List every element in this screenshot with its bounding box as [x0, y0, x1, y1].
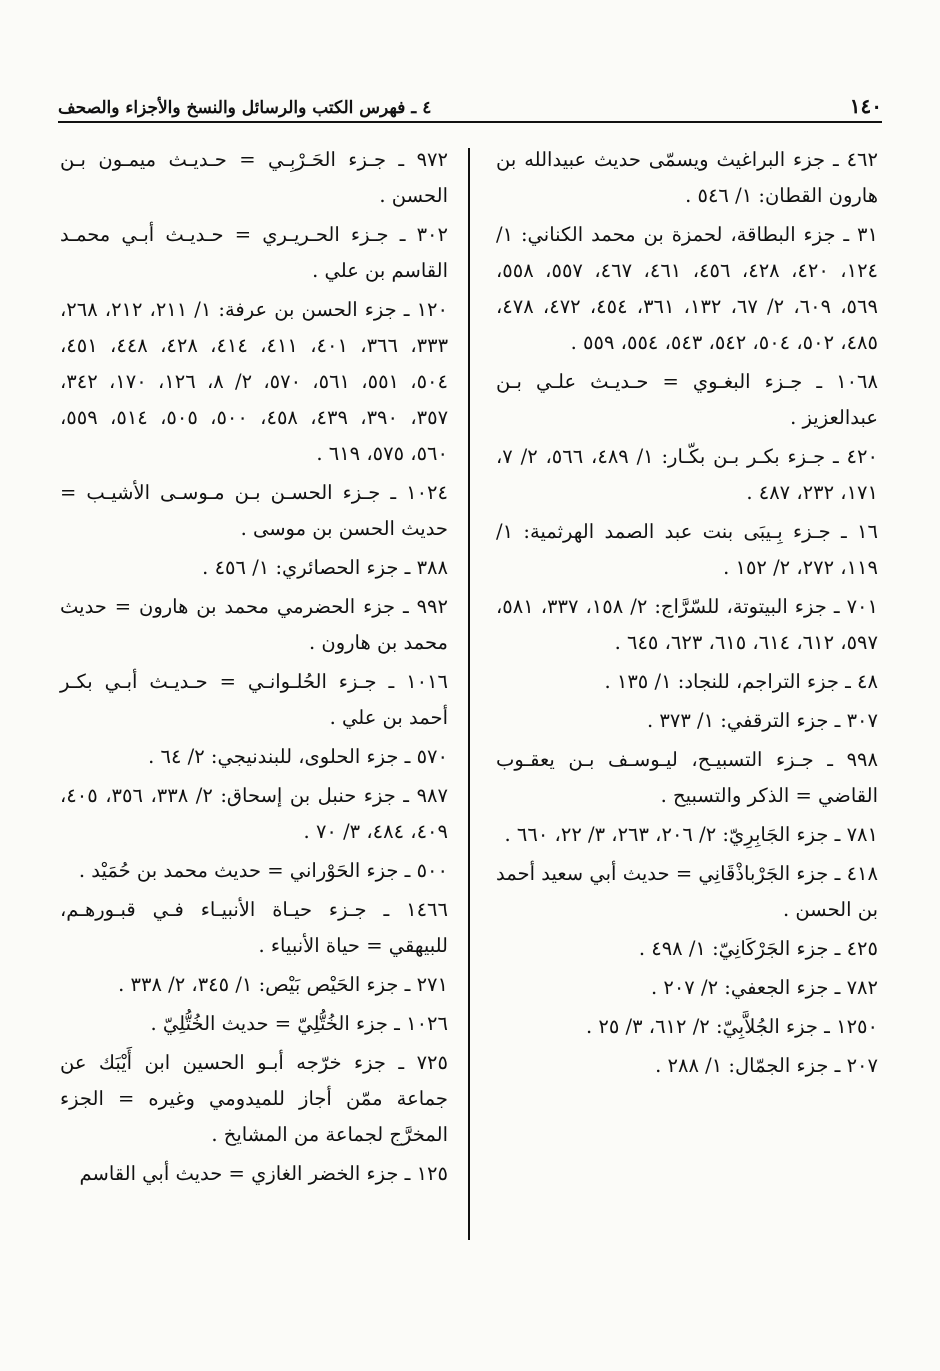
index-entry: ٧٢٥ ـ جزء خرّجه أبـو الحسين ابن أَيْبَك عن جماعة ممّن أجاز للميدومي وغيره = الجزء المخرَّج لجماعة من المشايخ . [60, 1051, 448, 1146]
index-entry: ١٢٠ ـ جزء الحسن بن عرفة: ١/ ٢١١، ٢١٢، ٢٦٨، ٣٣٣، ٣٦٦، ٤٠١، ٤١١، ٤١٤، ٤٢٨، ٤٤٨، ٤٥١، ٥٠٤، ٥٥١، ٥٦١، ٥٧٠، ٢/ ٨، ١٢٦، ١٧٠، ٣٤٢، ٣٥٧، ٣٩٠، ٤٣٩، ٤٥٨، ٥٠٠، ٥٠٥، ٥١٤، ٥٥٩، ٥٦٠، ٥٧٥، ٦١٩ . [60, 298, 449, 465]
page-header [58, 88, 882, 118]
index-entry: ٤٢٥ ـ جزء الجَرْكَانِيّ: ١/ ٤٩٨ . [638, 937, 878, 960]
running-title: ٤ ـ فهرس الكتب والرسائل والنسخ والأجزاء والصحف [58, 98, 432, 118]
index-entry: ٧٨٢ ـ جزء الجعفي: ٢/ ٢٠٧ . [650, 976, 878, 999]
index-entry: ١٠٢٤ ـ جـزء الحسـن بـن مـوسـى الأشيـب = حديث الحسن بن موسى . [60, 481, 448, 540]
index-entry: ١٢٥ ـ جزء الخضر الغازي = حديث أبي القاسم [79, 1162, 448, 1185]
index-entry: ٥٠٠ ـ جزء الحَوْراني = حديث محمد بن حُمَيْد . [78, 859, 448, 882]
index-entry: ٤١٨ ـ جزء الجَرْباذْقَانِي = حديث أبي سعيد أحمد بن الحسن . [496, 862, 878, 921]
index-entry: ٤٢٠ ـ جـزء بكـر بـن بكّـار: ١/ ٤٨٩، ٥٦٦، ٢/ ٧، ١٧١، ٢٣٢، ٤٨٧ . [496, 445, 878, 504]
index-entry: ٩٩٨ ـ جـزء التسبيـح، ليـوسـف بـن يعقـوب القاضي = الذكر والتسبيح . [496, 748, 878, 807]
index-entry: ٣٨٨ ـ جزء الحصائري: ١/ ٤٥٦ . [202, 556, 448, 579]
index-entry: ٢٠٧ ـ جزء الجمّال: ١/ ٢٨٨ . [655, 1054, 878, 1077]
index-entry: ٤٨ ـ جزء التراجم، للنجاد: ١/ ١٣٥ . [604, 670, 878, 693]
index-entry: ٤٦٢ ـ جزء البراغيث ويسمّى حديث عبيدالله بن هارون القطان: ١/ ٥٤٦ . [496, 148, 878, 207]
index-entry: ٣٠٧ ـ جزء الترقفي: ١/ ٣٧٣ . [646, 709, 878, 732]
index-entry: ١٠٢٦ ـ جزء الخُتُّلِيّ = حديث الخُتُّلِيّ . [150, 1012, 448, 1035]
index-entry: ٩٧٢ ـ جـزء الحَـرْبِـي = حـديـث ميمـون بـن الحسن . [60, 148, 448, 207]
index-entry: ١٦ ـ جـزء بِـيبَى بنت عبد الصمد الهرثمية: ١/ ١١٩، ٢٧٢، ٢/ ١٥٢ . [496, 520, 878, 579]
index-entry: ٣٠٢ ـ جـزء الحـريـري = حـديـث أبـي محمـد القاسم بن علي . [60, 223, 448, 282]
index-entry: ١٤٦٦ ـ جـزء حيـاة الأنبيـاء فـي قبـورهـم، للبيهقي = حياة الأنبياء . [60, 898, 448, 957]
index-entry: ١٠٦٨ ـ جـزء البغـوي = حـديـث علـي بـن عبدالعزيز . [496, 370, 878, 429]
index-entry: ٩٩٢ ـ جزء الحضرمي محمد بن هارون = حديث محمد بن هارون . [60, 595, 448, 654]
index-entry: ١٢٥٠ ـ جزء الجُلاَّبِيّ: ٢/ ٦١٢، ٣/ ٢٥ . [585, 1015, 878, 1038]
index-entry: ٥٧٠ ـ جزء الحلوى، للبندنيجي: ٢/ ٦٤ . [148, 745, 448, 768]
index-entry: ١٠١٦ ـ جـزء الحُلـوانـي = حـديـث أبـي بكـر أحمد بن علي . [60, 670, 448, 729]
column-divider [468, 148, 470, 1240]
index-column-right [496, 142, 878, 1087]
page-number: ١٤٠ [849, 94, 882, 118]
index-column-left [60, 142, 448, 1195]
index-entry: ٣١ ـ جزء البطاقة، لحمزة بن محمد الكناني: ١/ ١٢٤، ٤٢٠، ٤٢٨، ٤٥٦، ٤٦١، ٤٦٧، ٥٥٧، ٥٥٨، ٥٦٩، ٦٠٩، ٢/ ٦٧، ١٣٢، ٣٦١، ٤٥٤، ٤٧٢، ٤٧٨، ٤٨٥، ٥٠٢، ٥٠٤، ٥٤٢، ٥٤٣، ٥٥٤، ٥٥٩ . [496, 223, 879, 354]
index-entry: ٧٨١ ـ جزء الجَابِرِيّ: ٢/ ٢٠٦، ٢٦٣، ٣/ ٢٢، ٦٦٠ . [504, 823, 878, 846]
index-entry: ٩٨٧ ـ جزء حنبل بن إسحاق: ٢/ ٣٣٨، ٣٥٦، ٤٠٥، ٤٠٩، ٤٨٤، ٣/ ٧٠ . [60, 784, 448, 843]
header-rule [58, 121, 882, 123]
index-entry: ٧٠١ ـ جزء البيتوتة، للسّرَّاج: ٢/ ١٥٨، ٣٣٧، ٥٨١، ٥٩٧، ٦١٢، ٦١٤، ٦١٥، ٦٢٣، ٦٤٥ . [496, 595, 878, 654]
index-entry: ٢٧١ ـ جزء الحَيْص بَيْص: ١/ ٣٤٥، ٢/ ٣٣٨ . [118, 973, 448, 996]
